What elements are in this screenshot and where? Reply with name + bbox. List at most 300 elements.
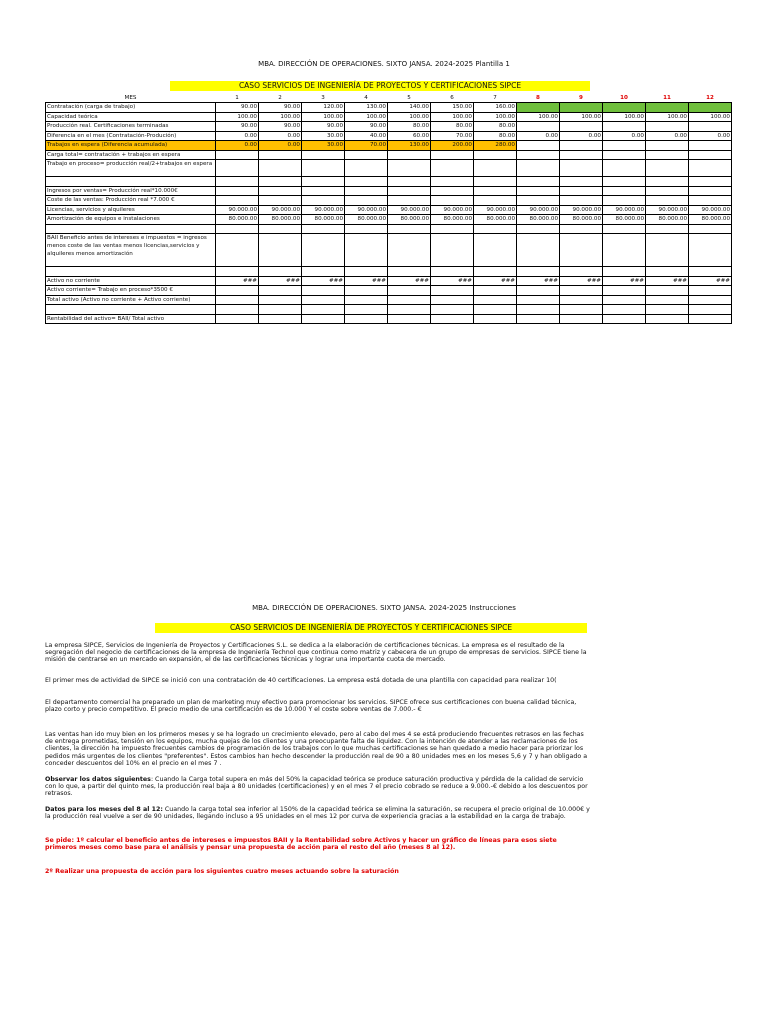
table-row xyxy=(46,196,732,206)
table-cell xyxy=(474,234,517,267)
table-cell xyxy=(388,234,431,267)
table-cell: 90.000.00 xyxy=(302,205,345,215)
table-cell: 90.000.00 xyxy=(646,205,689,215)
row-label: Carga total= contratación + trabajos en espera xyxy=(46,150,216,160)
table-row xyxy=(46,103,732,113)
table-cell xyxy=(603,267,646,277)
table-cell xyxy=(560,150,603,160)
table-cell xyxy=(646,224,689,234)
table-cell xyxy=(689,314,732,324)
table-cell: 90.000.00 xyxy=(603,205,646,215)
table-cell xyxy=(517,286,560,296)
table-row xyxy=(46,314,732,324)
table-cell: 80.000.00 xyxy=(216,215,259,225)
table-cell: 90.00 xyxy=(216,103,259,113)
table-cell xyxy=(345,224,388,234)
table-row xyxy=(46,177,732,187)
table-cell xyxy=(474,286,517,296)
table-cell: 100.00 xyxy=(646,112,689,122)
table-cell xyxy=(646,150,689,160)
months-8-12-text: Cuando la carga total sea inferior al 150% de la capacidad teórica se elimina la saturación, se recupera el precio original de 10.000€ y la producción real vuelve a ser de 90 unidades, llegando incluso a 95 unidades en el mes 12 por curva de experiencia gracias a la estabilidad en la carga de trabajo. xyxy=(45,806,590,821)
table-row xyxy=(46,267,732,277)
table-cell: 90.00 xyxy=(345,122,388,132)
table-cell xyxy=(603,160,646,177)
table-cell: 90.00 xyxy=(216,122,259,132)
table-cell xyxy=(646,234,689,267)
table-cell xyxy=(646,177,689,187)
table-cell xyxy=(216,150,259,160)
table-cell xyxy=(388,314,431,324)
table-cell xyxy=(517,177,560,187)
table-cell xyxy=(259,305,302,315)
table-cell xyxy=(474,160,517,177)
table-row xyxy=(46,150,732,160)
table-cell: ### xyxy=(689,276,732,286)
table-cell: 40.00 xyxy=(345,131,388,141)
table-cell xyxy=(646,267,689,277)
table-row xyxy=(46,224,732,234)
table-cell: 80.00 xyxy=(388,122,431,132)
observe-text: : Cuando la Carga total supera en más del 50% la capacidad teórica se produce saturación productiva y pérdida de la calidad de servicio con lo que, a partir del quinto mes, la producción real baja a 80 unidades (certificaciones) y en el mes 7 el precio cobrado se reduce a 9.000.-€ debido a los descuentos por retrasos. xyxy=(45,776,588,798)
table-cell xyxy=(646,186,689,196)
row-label: Amortización de equipos e instalaciones xyxy=(46,215,216,225)
table-cell xyxy=(259,234,302,267)
table-cell xyxy=(474,224,517,234)
table-cell xyxy=(603,186,646,196)
table-cell xyxy=(560,122,603,132)
table-cell: 0.00 xyxy=(646,131,689,141)
table-cell: 70.00 xyxy=(431,131,474,141)
table-row xyxy=(46,276,732,286)
table-cell xyxy=(603,314,646,324)
table-cell xyxy=(517,141,560,151)
month-12: 12 xyxy=(706,95,714,101)
table-cell xyxy=(259,177,302,187)
row-label: BAII Beneficio antes de intereses e impuestos = ingresos menos coste de las ventas menos licencias,servicios y alquileres menos amortización xyxy=(46,234,216,267)
table-cell xyxy=(689,196,732,206)
table-cell xyxy=(431,314,474,324)
table-cell: ### xyxy=(517,276,560,286)
table-cell: 0.00 xyxy=(216,141,259,151)
table-cell: 80.000.00 xyxy=(646,215,689,225)
table-cell: 80.000.00 xyxy=(259,215,302,225)
table-cell xyxy=(388,160,431,177)
table-cell xyxy=(388,295,431,305)
table-cell xyxy=(560,305,603,315)
table-cell xyxy=(345,186,388,196)
table-cell xyxy=(474,196,517,206)
table-cell: 100.00 xyxy=(388,112,431,122)
table-cell xyxy=(216,234,259,267)
data-table xyxy=(45,94,732,324)
table-cell: 80.000.00 xyxy=(603,215,646,225)
table-cell: 100.00 xyxy=(603,112,646,122)
table-row xyxy=(46,305,732,315)
table-cell xyxy=(302,295,345,305)
row-label: Coste de las ventas: Producción real *7.000 € xyxy=(46,196,216,206)
table-cell xyxy=(517,160,560,177)
table-cell xyxy=(259,196,302,206)
table-cell xyxy=(517,224,560,234)
table-cell xyxy=(689,234,732,267)
table-cell xyxy=(216,314,259,324)
table-cell xyxy=(560,103,603,113)
table-cell xyxy=(259,295,302,305)
table-cell: 90.000.00 xyxy=(216,205,259,215)
table-cell xyxy=(603,295,646,305)
table-cell xyxy=(431,160,474,177)
table-cell: 140.00 xyxy=(388,103,431,113)
row-label: Ingresos por ventas= Producción real*10.000€ xyxy=(46,186,216,196)
table-cell: ### xyxy=(302,276,345,286)
table-cell xyxy=(388,196,431,206)
table-cell xyxy=(603,234,646,267)
table-cell xyxy=(388,177,431,187)
table-cell: 30.00 xyxy=(302,131,345,141)
row-label: Rentabilidad del activo= BAII/ Total activo xyxy=(46,314,216,324)
table-cell xyxy=(302,286,345,296)
table-cell xyxy=(302,150,345,160)
row-label: Trabajo en proceso= producción real/2+trabajos en espera xyxy=(46,160,216,177)
table-cell xyxy=(560,177,603,187)
table-row xyxy=(46,131,732,141)
row-label: Diferencia en el mes (Contratación-Produción) xyxy=(46,131,216,141)
table-cell xyxy=(517,267,560,277)
row-label xyxy=(46,267,216,277)
table-row xyxy=(46,186,732,196)
months-8-12-heading: Datos para los meses del 8 al 12: xyxy=(45,806,163,813)
table-cell xyxy=(517,234,560,267)
table-cell xyxy=(560,314,603,324)
table-cell xyxy=(689,177,732,187)
table-cell: 90.000.00 xyxy=(388,205,431,215)
table-cell xyxy=(646,314,689,324)
table-cell: 100.00 xyxy=(560,112,603,122)
table-cell xyxy=(560,234,603,267)
table-cell xyxy=(560,295,603,305)
table-cell xyxy=(517,295,560,305)
table-cell: 90.000.00 xyxy=(345,205,388,215)
sheet1-header: MBA. DIRECCIÓN DE OPERACIONES. SIXTO JANSA. 2024-2025 Plantilla 1 xyxy=(258,60,510,68)
month-11: 11 xyxy=(663,95,671,101)
table-cell xyxy=(345,160,388,177)
table-cell xyxy=(345,267,388,277)
table-cell xyxy=(345,305,388,315)
table-cell: 100.00 xyxy=(345,112,388,122)
table-cell xyxy=(259,224,302,234)
table-cell xyxy=(474,186,517,196)
table-cell: 100.00 xyxy=(474,112,517,122)
table-cell xyxy=(302,160,345,177)
table-cell: 80.000.00 xyxy=(560,215,603,225)
table-cell xyxy=(216,177,259,187)
observe-heading: Observar los datos siguientes xyxy=(45,776,151,783)
table-cell xyxy=(603,224,646,234)
table-row xyxy=(46,286,732,296)
table-row xyxy=(46,112,732,122)
table-cell: 120.00 xyxy=(302,103,345,113)
month-5: 5 xyxy=(407,95,411,101)
row-label: Contratación (carga de trabajo) xyxy=(46,103,216,113)
table-cell xyxy=(689,150,732,160)
table-cell: 90.000.00 xyxy=(689,205,732,215)
table-cell xyxy=(259,314,302,324)
table-cell: 80.00 xyxy=(474,122,517,132)
table-row xyxy=(46,295,732,305)
table-cell xyxy=(603,177,646,187)
table-cell xyxy=(517,314,560,324)
table-cell xyxy=(345,295,388,305)
table-cell xyxy=(603,141,646,151)
month-4: 4 xyxy=(364,95,368,101)
sales-paragraph: Las ventas han ido muy bien en los primeros meses y se ha logrado un crecimiento elevado, pero al cabo del mes 4 se está produciendo frecuentes retrasos en las fechas de entrega prometidas, tensión en los equipos, mucha quejas de los clientes y una preocupante falta de liquidez. Con la intención de atender a las reclamaciones de los clientes, la dirección ha impuesto frecuentes cambios de programación de los trabajos con lo que muchas certificaciones se han quedado a medio hacer para priorizar los pedidos más urgentes de los clientes "preferentes". Estos cambios han hecho descender la producción real de 90 a 80 unidades mes en los meses 5,6 y 7 y han obligado a conceder descuentos del 10% en el precio en el mes 7 . xyxy=(45,731,588,767)
mes-label: MES xyxy=(124,95,137,101)
table-cell xyxy=(259,286,302,296)
table-cell: ### xyxy=(388,276,431,286)
table-cell: 90.00 xyxy=(259,122,302,132)
table-cell xyxy=(646,160,689,177)
table-cell xyxy=(474,177,517,187)
table-cell: 30.00 xyxy=(302,141,345,151)
table-cell xyxy=(302,305,345,315)
table-cell xyxy=(646,196,689,206)
month-7: 7 xyxy=(493,95,497,101)
commercial-paragraph: El departamento comercial ha preparado un plan de marketing muy efectivo para promocionar los servicios. SIPCE ofrece sus certificaciones con buena calidad técnica, plazo corto y precio competitivo. El precio medio de una certificación es de 10.000 Y el coste sobre ventas de 7.000.- € xyxy=(45,699,577,714)
table-cell: ### xyxy=(560,276,603,286)
table-cell xyxy=(431,224,474,234)
table-cell xyxy=(560,160,603,177)
table-row xyxy=(46,215,732,225)
table-cell xyxy=(216,196,259,206)
table-cell xyxy=(431,196,474,206)
table-cell: 200.00 xyxy=(431,141,474,151)
table-cell xyxy=(689,103,732,113)
month-1: 1 xyxy=(235,95,239,101)
table-cell xyxy=(689,160,732,177)
table-cell xyxy=(431,150,474,160)
month-header-row xyxy=(46,94,732,103)
first-month-paragraph: El primer mes de actividad de SIPCE se inició con una contratación de 40 certificaciones. La empresa está dotada de una plantilla con capacidad para realizar 10( xyxy=(45,677,557,684)
table-cell xyxy=(345,196,388,206)
intro-paragraph: La empresa SIPCE, Servicios de Ingeniería de Proyectos y Certificaciones S.L. se dedica a la elaboración de certificaciones técnicas. La empresa es el resultado de la segregación del negocio de certificaciones de la empresa de Ingeniería Technol que continua como matriz y cabecera de un grupo de empresas de servicios. SIPCE tiene la misión de centrarse en un mercado en expansión, el de las certificaciones técnicas y lograr una importante cuota de mercado. xyxy=(45,642,587,664)
table-cell xyxy=(216,295,259,305)
table-cell: 0.00 xyxy=(517,131,560,141)
table-cell: ### xyxy=(259,276,302,286)
table-cell xyxy=(345,234,388,267)
table-cell xyxy=(302,314,345,324)
table-cell xyxy=(302,267,345,277)
row-label: Activo no corriente xyxy=(46,276,216,286)
table-cell: 90.00 xyxy=(259,103,302,113)
table-cell xyxy=(689,305,732,315)
table-cell: 100.00 xyxy=(689,112,732,122)
table-cell: 130.00 xyxy=(345,103,388,113)
table-cell: 80.000.00 xyxy=(345,215,388,225)
table-cell xyxy=(603,305,646,315)
table-cell xyxy=(216,224,259,234)
table-cell: ### xyxy=(431,276,474,286)
table-cell xyxy=(302,234,345,267)
table-cell: 80.00 xyxy=(474,131,517,141)
table-cell xyxy=(646,122,689,132)
table-cell: 150.00 xyxy=(431,103,474,113)
table-cell: 0.00 xyxy=(603,131,646,141)
table-cell xyxy=(603,286,646,296)
table-cell xyxy=(474,314,517,324)
table-cell xyxy=(689,224,732,234)
table-cell xyxy=(216,305,259,315)
table-cell xyxy=(345,177,388,187)
table-cell xyxy=(474,150,517,160)
table-cell: 100.00 xyxy=(431,112,474,122)
table-cell xyxy=(646,295,689,305)
table-row xyxy=(46,205,732,215)
table-cell xyxy=(345,286,388,296)
table-cell xyxy=(259,186,302,196)
table-cell xyxy=(216,267,259,277)
table-cell xyxy=(302,196,345,206)
sheet2-header: MBA. DIRECCIÓN DE OPERACIONES. SIXTO JANSA. 2024-2025 Instrucciones xyxy=(252,604,516,612)
table-cell xyxy=(689,267,732,277)
table-cell: ### xyxy=(603,276,646,286)
row-label xyxy=(46,224,216,234)
table-cell xyxy=(388,186,431,196)
table-cell xyxy=(388,150,431,160)
table-cell xyxy=(431,305,474,315)
table-cell xyxy=(302,224,345,234)
table-cell xyxy=(517,305,560,315)
table-cell: 160.00 xyxy=(474,103,517,113)
table-row xyxy=(46,160,732,177)
table-cell: 0.00 xyxy=(259,141,302,151)
table-cell xyxy=(431,267,474,277)
table-cell xyxy=(603,196,646,206)
table-cell: 80.00 xyxy=(431,122,474,132)
table-cell xyxy=(560,286,603,296)
table-cell xyxy=(560,224,603,234)
table-cell: 100.00 xyxy=(259,112,302,122)
table-cell xyxy=(517,186,560,196)
table-cell xyxy=(474,305,517,315)
table-cell xyxy=(431,295,474,305)
table-cell xyxy=(560,196,603,206)
table-cell xyxy=(603,150,646,160)
table-cell: 80.000.00 xyxy=(689,215,732,225)
table-cell xyxy=(646,141,689,151)
table-cell: 90.00 xyxy=(302,122,345,132)
table-cell xyxy=(560,267,603,277)
table-cell xyxy=(689,186,732,196)
table-cell xyxy=(302,186,345,196)
task-2-paragraph: 2º Realizar una propuesta de acción para los siguientes cuatro meses actuando sobre la saturación xyxy=(45,868,399,875)
row-label xyxy=(46,177,216,187)
table-cell: 0.00 xyxy=(259,131,302,141)
row-label: Trabajos en espera (Diferencia acumulada) xyxy=(46,141,216,151)
table-cell xyxy=(216,186,259,196)
table-cell xyxy=(646,286,689,296)
table-cell xyxy=(689,122,732,132)
table-cell: 130.00 xyxy=(388,141,431,151)
task-1-paragraph: Se pide: 1º calcular el beneficio antes de intereses e impuestos BAII y la Rentabilidad sobre Activos y hacer un gráfico de líneas para esos siete primeros meses como base para el análisis y pensar una propuesta de acción para el resto del año (meses 8 al 12). xyxy=(45,837,557,852)
table-cell: 90.000.00 xyxy=(560,205,603,215)
table-cell xyxy=(689,141,732,151)
sheet1-title: CASO SERVICIOS DE INGENIERÍA DE PROYECTOS Y CERTIFICACIONES SIPCE xyxy=(170,81,590,91)
month-8: 8 xyxy=(536,95,540,101)
table-cell: 80.000.00 xyxy=(388,215,431,225)
table-cell xyxy=(646,305,689,315)
table-cell xyxy=(474,295,517,305)
row-label: Total activo (Activo no corriente + Activo corriente) xyxy=(46,295,216,305)
months-8-12-paragraph xyxy=(45,806,590,820)
table-cell: 0.00 xyxy=(689,131,732,141)
table-cell xyxy=(517,196,560,206)
table-cell: 100.00 xyxy=(302,112,345,122)
table-cell xyxy=(388,267,431,277)
month-2: 2 xyxy=(278,95,282,101)
table-cell xyxy=(345,314,388,324)
row-label: Capacidad teórica xyxy=(46,112,216,122)
table-cell xyxy=(345,150,388,160)
table-cell: 80.000.00 xyxy=(517,215,560,225)
table-cell: ### xyxy=(646,276,689,286)
table-cell: ### xyxy=(345,276,388,286)
row-label: Licencias, servicios y alquileres xyxy=(46,205,216,215)
table-cell xyxy=(388,224,431,234)
month-10: 10 xyxy=(620,95,628,101)
table-cell xyxy=(216,286,259,296)
table-cell: 100.00 xyxy=(517,112,560,122)
table-cell: 80.000.00 xyxy=(431,215,474,225)
month-6: 6 xyxy=(450,95,454,101)
table-cell xyxy=(388,305,431,315)
table-cell xyxy=(388,286,431,296)
table-cell: 90.000.00 xyxy=(259,205,302,215)
table-cell xyxy=(689,286,732,296)
table-cell xyxy=(431,186,474,196)
table-cell xyxy=(431,177,474,187)
table-cell xyxy=(259,267,302,277)
table-row xyxy=(46,234,732,267)
table-cell: 60.00 xyxy=(388,131,431,141)
table-cell: 90.000.00 xyxy=(517,205,560,215)
row-label: Producción real. Certificaciones terminadas xyxy=(46,122,216,132)
row-label xyxy=(46,305,216,315)
table-cell xyxy=(259,160,302,177)
table-cell: 90.000.00 xyxy=(474,205,517,215)
table-cell: 70.00 xyxy=(345,141,388,151)
observe-paragraph xyxy=(45,776,590,798)
table-cell xyxy=(560,141,603,151)
table-row xyxy=(46,141,732,151)
table-cell xyxy=(517,103,560,113)
table-cell xyxy=(302,177,345,187)
table-cell xyxy=(216,160,259,177)
table-row xyxy=(46,122,732,132)
table-cell xyxy=(517,122,560,132)
table-cell xyxy=(431,286,474,296)
table-cell: 90.000.00 xyxy=(431,205,474,215)
table-cell xyxy=(603,103,646,113)
table-cell: 280.00 xyxy=(474,141,517,151)
table-cell xyxy=(689,295,732,305)
table-cell: 100.00 xyxy=(216,112,259,122)
table-cell xyxy=(259,150,302,160)
table-cell: 80.000.00 xyxy=(474,215,517,225)
table-cell: 80.000.00 xyxy=(302,215,345,225)
table-cell xyxy=(646,103,689,113)
month-9: 9 xyxy=(579,95,583,101)
table-cell xyxy=(431,234,474,267)
